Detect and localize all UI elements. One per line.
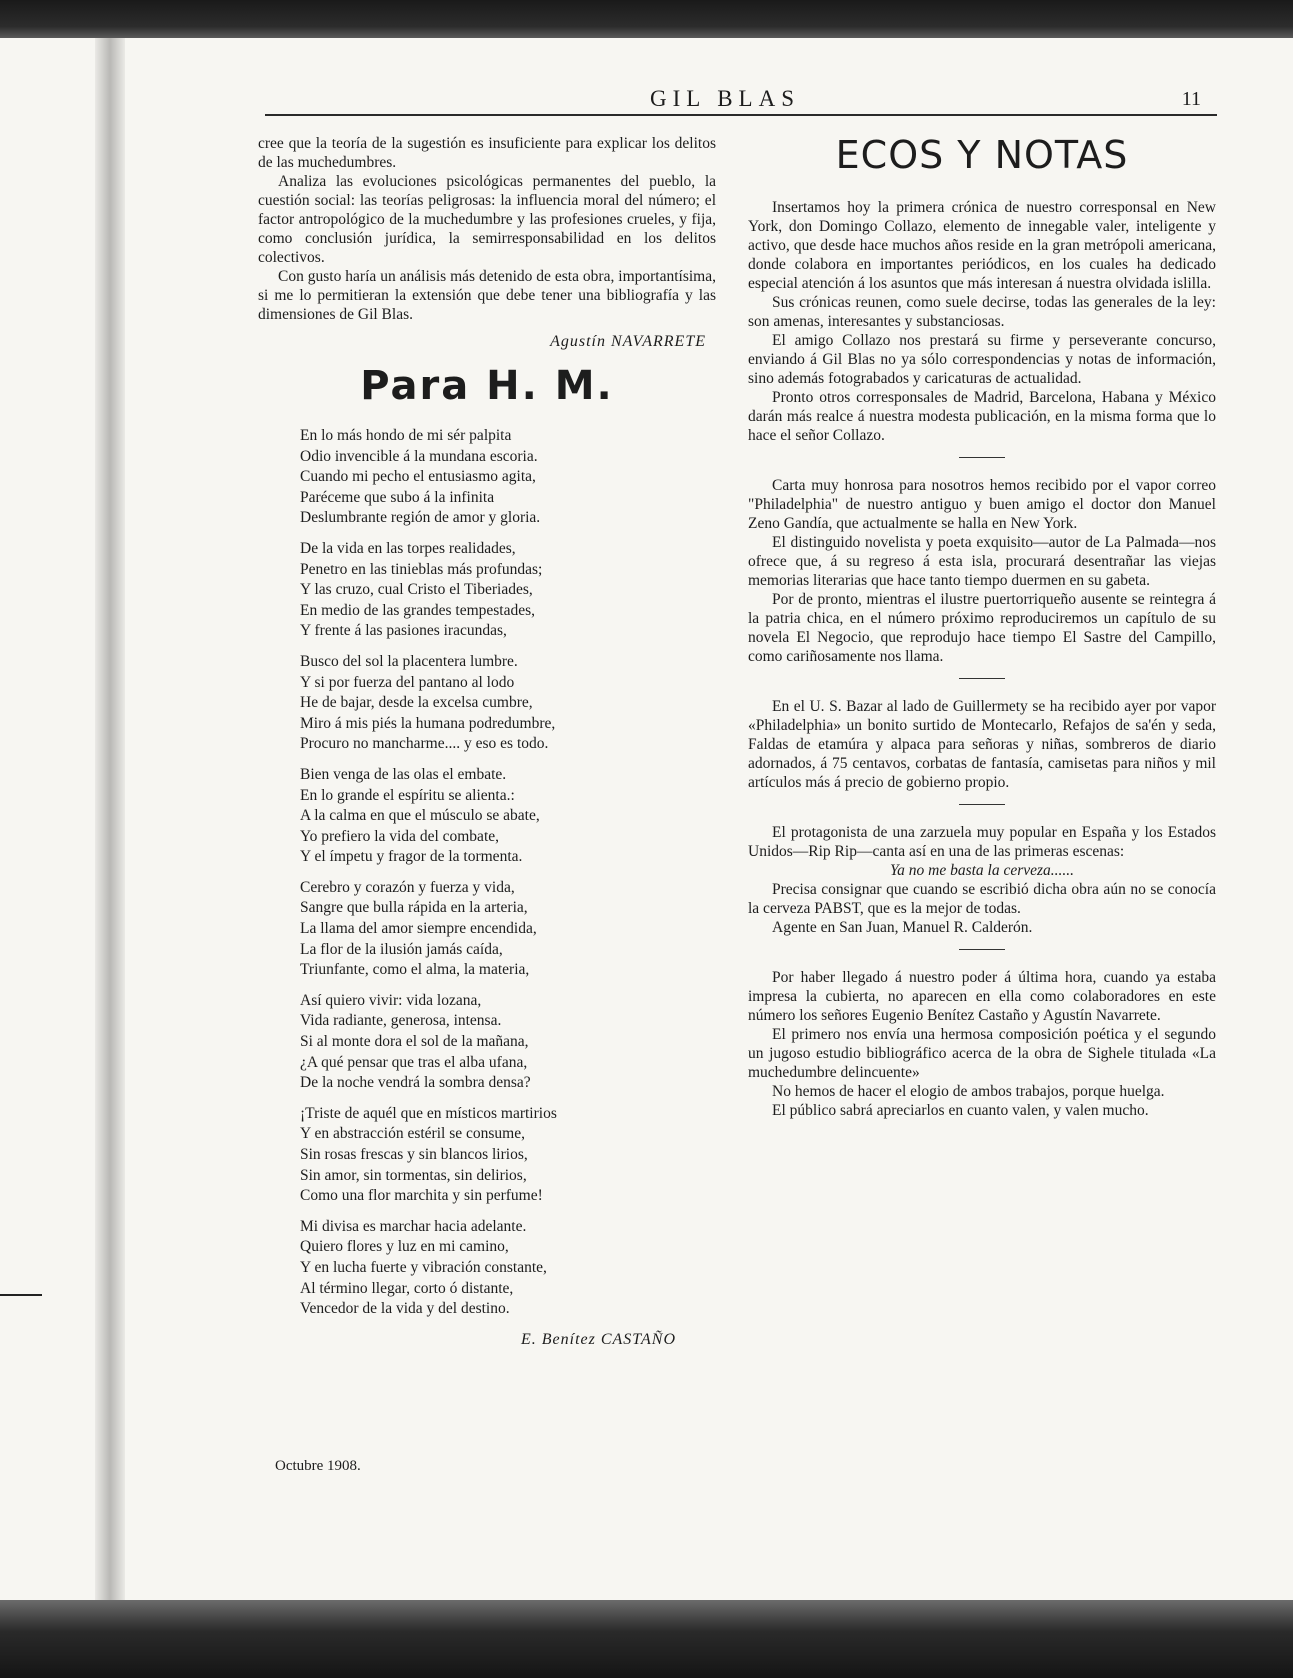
- poem-line: La flor de la ilusión jamás caída,: [300, 940, 503, 958]
- poem-line: Paréceme que subo á la infinita: [300, 488, 495, 506]
- poem-line: ¡Triste de aquél que en místicos martirios: [300, 1104, 557, 1122]
- intro-paragraph: Analiza las evoluciones psicológicas permanentes del pueblo, la cuestión social: las teorías peligrosas: la influencia moral del número; el factor antropológico de la muchedumbre y las profesiones crueles, y fija, como conclusión jurídica, la semirresponsabilidad en los delitos colectivos.: [258, 173, 716, 266]
- section-title: ECOS Y NOTAS: [835, 133, 1129, 177]
- poem-line: Y el ímpetu y fragor de la tormenta.: [300, 848, 523, 866]
- news-paragraph: En el U. S. Bazar al lado de Guillermety se ha recibido ayer por vapor «Philadelphia» un bonito surtido de Montecarlo, Refajos de sa'én y seda, Faldas de etamúra y alpaca para señoras y niñas, sombreros de diario adornados, á 75 centavos, corbatas de fantasía, camisetas para niños y mil artículos más á precio de gobierno propio.: [748, 698, 1216, 791]
- news-paragraph: El distinguido novelista y poeta exquisito—autor de La Palmada—nos ofrece que, á su regreso á esta isla, procurará desentrañar las viejas memorias literarias que hace tanto tiempo duermen en su gabeta.: [748, 534, 1216, 589]
- intro-signature: Agustín NAVARRETE: [550, 333, 706, 350]
- poem-line: Cuando mi pecho el entusiasmo agita,: [300, 468, 536, 486]
- page-binding-shadow: [95, 38, 125, 1600]
- poem-stanza: [300, 426, 716, 529]
- poem-stanza: [300, 539, 716, 642]
- poem-line: De la noche vendrá la sombra densa?: [300, 1074, 531, 1092]
- poem-line: A la calma en que el músculo se abate,: [300, 807, 540, 825]
- poem-line: Y en lucha fuerte y vibración constante,: [300, 1258, 547, 1276]
- news-paragraph: El primero nos envía una hermosa composición poética y el segundo un jugoso estudio bibliográfico acerca de la obra de Sighele titulada «La muchedumbre delincuente»: [748, 1026, 1216, 1081]
- news-paragraph: Por haber llegado á nuestro poder á última hora, cuando ya estaba impresa la cubierta, no aparecen en ella como colaboradores en este número los señores Eugenio Benítez Castaño y Agustín Navarrete.: [748, 969, 1216, 1024]
- poem-line: En lo más hondo de mi sér palpita: [300, 427, 512, 444]
- section-divider: [959, 678, 1005, 679]
- section-divider: [959, 457, 1005, 458]
- left-column: [258, 134, 716, 1349]
- poem-line: Como una flor marchita y sin perfume!: [300, 1187, 543, 1205]
- news-paragraph: Agente en San Juan, Manuel R. Calderón.: [772, 919, 1033, 936]
- scan-bottom-edge: [0, 1600, 1293, 1678]
- poem-line: Sangre que bulla rápida en la arteria,: [300, 899, 528, 917]
- poem-signature: E. Benítez CASTAÑO: [520, 1330, 676, 1348]
- poem-date: Octubre 1908.: [275, 1458, 361, 1474]
- news-paragraph: Por de pronto, mientras el ilustre puertorriqueño ausente se reintegra á la patria chica, en el número próximo reproduciremos un capítulo de su novela El Negocio, que reprodujo hace tiempo El Sastre del Campillo, como cariñosamente nos llama.: [748, 591, 1216, 665]
- poem-line: Mi divisa es marchar hacia adelante.: [300, 1217, 527, 1235]
- poem-line: Y las cruzo, cual Cristo el Tiberiades,: [300, 581, 533, 599]
- news-paragraph: Precisa consignar que cuando se escribió dicha obra aún no se conocía la cerveza PABST, que es la mejor de todas.: [748, 881, 1216, 917]
- poem: [258, 426, 716, 1320]
- poem-line: Así quiero vivir: vida lozana,: [300, 991, 482, 1009]
- poem-line: Miro á mis piés la humana podredumbre,: [300, 714, 556, 732]
- poem-line: Y frente á las pasiones iracundas,: [300, 622, 507, 640]
- news-paragraph: Pronto otros corresponsales de Madrid, Barcelona, Habana y México darán más realce á nuestra modesta publicación, en la misma forma que lo hace el señor Collazo.: [748, 389, 1216, 444]
- poem-line: En lo grande el espíritu se alienta.:: [300, 786, 515, 804]
- poem-line: He de bajar, desde la excelsa cumbre,: [300, 694, 533, 712]
- intro-paragraph: Con gusto haría un análisis más detenido de esta obra, importantísima, si me lo permitieran la extensión que debe tener una bibliografía y las dimensiones de Gil Blas.: [258, 268, 716, 323]
- poem-title: Para H. M.: [360, 363, 614, 409]
- poem-line: Triunfante, como el alma, la materia,: [300, 961, 530, 979]
- poem-line: Busco del sol la placentera lumbre.: [300, 652, 518, 670]
- poem-line: Vencedor de la vida y del destino.: [300, 1300, 510, 1318]
- poem-stanza: [300, 765, 716, 868]
- poem-line: Y si por fuerza del pantano al lodo: [300, 673, 515, 691]
- poem-line: Sin rosas frescas y sin blancos lirios,: [300, 1146, 528, 1163]
- page-number: 11: [1181, 88, 1201, 110]
- intro-paragraph: cree que la teoría de la sugestión es insuficiente para explicar los delitos de las muchedumbres.: [258, 135, 716, 171]
- poem-line: De la vida en las torpes realidades,: [300, 539, 516, 557]
- poem-stanza: [300, 991, 716, 1094]
- poem-line: Penetro en las tinieblas más profundas;: [300, 560, 543, 578]
- poem-stanza: [300, 878, 716, 981]
- news-paragraph: Insertamos hoy la primera crónica de nuestro corresponsal en New York, don Domingo Collazo, elemento de innegable valer, inteligente y activo, que desde hace muchos años reside en la gran metrópoli americana, donde colabora en importantes periódicos, en los cuales ha dedicado especial atención á los asuntos que más interesan á nuestra olvidada islilla.: [748, 199, 1216, 292]
- scan-top-edge: [0, 0, 1293, 38]
- poem-line: ¿A qué pensar que tras el alba ufana,: [300, 1053, 528, 1071]
- zarzuela-quote: Ya no me basta la cerveza......: [889, 862, 1075, 879]
- poem-line: Quiero flores y luz en mi camino,: [300, 1238, 509, 1256]
- news-paragraph: Carta muy honrosa para nosotros hemos recibido por el vapor correo "Philadelphia" de nuestro antiguo y buen amigo el doctor don Manuel Zeno Gandía, que actualmente se halla en New York.: [748, 477, 1216, 532]
- news-paragraph: El público sabrá apreciarlos en cuanto valen, y valen mucho.: [772, 1102, 1149, 1119]
- page-header: [265, 86, 1217, 122]
- poem-stanza: [300, 652, 716, 755]
- poem-line: Al término llegar, corto ó distante,: [300, 1279, 514, 1297]
- poem-line: Si al monte dora el sol de la mañana,: [300, 1033, 529, 1051]
- news-paragraph: Sus crónicas reunen, como suele decirse, todas las generales de la ley: son amenas, interesantes y substanciosas.: [748, 294, 1216, 330]
- publication-title: GIL BLAS: [650, 86, 801, 111]
- poem-line: Odio invencible á la mundana escoria.: [300, 447, 538, 465]
- news-paragraph: El protagonista de una zarzuela muy popular en España y los Estados Unidos—Rip Rip—canta así en una de las primeras escenas:: [748, 824, 1216, 860]
- right-column: [748, 134, 1216, 1120]
- poem-line: Procuro no mancharme.... y eso es todo.: [300, 735, 549, 753]
- poem-line: Bien venga de las olas el embate.: [300, 765, 507, 783]
- poem-stanza: [300, 1217, 716, 1320]
- poem-line: Deslumbrante región de amor y gloria.: [300, 509, 541, 527]
- poem-line: Y en abstracción estéril se consume,: [300, 1125, 525, 1143]
- header-rule: [265, 114, 1217, 116]
- section-divider: [959, 804, 1005, 805]
- poem-line: Cerebro y corazón y fuerza y vida,: [300, 878, 515, 896]
- poem-line: Yo prefiero la vida del combate,: [300, 827, 500, 845]
- news-paragraph: No hemos de hacer el elogio de ambos trabajos, porque huelga.: [772, 1083, 1165, 1100]
- poem-line: Sin amor, sin tormentas, sin delirios,: [300, 1166, 527, 1184]
- poem-stanza: [300, 1104, 716, 1207]
- poem-line: En medio de las grandes tempestades,: [300, 601, 536, 619]
- poem-line: La llama del amor siempre encendida,: [300, 920, 537, 938]
- section-divider: [959, 949, 1005, 950]
- poem-line: Vida radiante, generosa, intensa.: [300, 1012, 502, 1030]
- news-paragraph: El amigo Collazo nos prestará su firme y perseverante concurso, enviando á Gil Blas no ya sólo correspondencias y notas de información, sino además fotograbados y caricaturas de actualidad.: [748, 332, 1216, 387]
- margin-mark: [0, 1294, 42, 1296]
